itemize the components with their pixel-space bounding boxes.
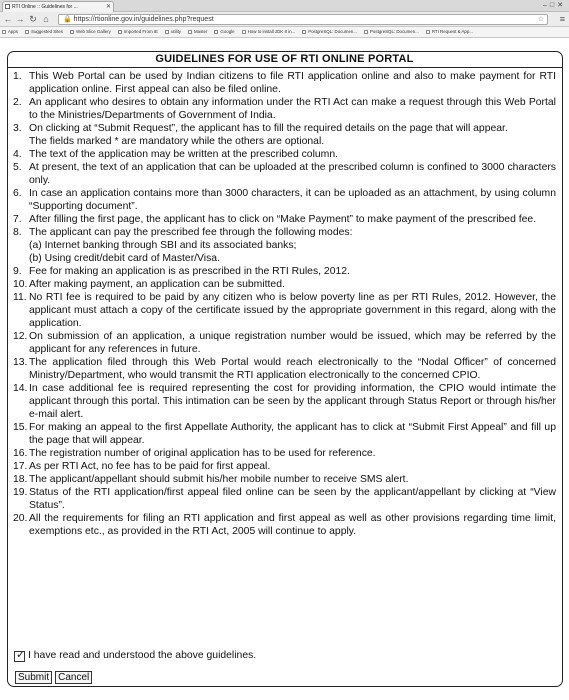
guideline-item: [13, 96, 556, 122]
checkmark-icon: ✓: [16, 648, 26, 661]
bookmark-icon: [188, 30, 192, 34]
guideline-text: In case additional fee is required representing the cost for providing information, the CPIO would intimate the applicant through this portal. This intimation can be seen by the applicant through Status Report or through his/her e-mail alert.: [29, 383, 556, 420]
guideline-item: [13, 226, 556, 265]
guideline-number: 14.: [13, 383, 28, 394]
guideline-text: On clicking at “Submit Request”, the applicant has to fill the required details on the page that will appear.: [29, 123, 508, 134]
guideline-item: [13, 265, 556, 278]
guideline-text: After making payment, an application can be submitted.: [29, 279, 285, 290]
bookmark-icon: [70, 30, 74, 34]
maximize-icon[interactable]: □: [549, 2, 558, 9]
guideline-text: The application filed through this Web Portal would reach electronically to the “Nodal Officer” of concerned Ministry/Department, who would transmit the RTI application electronically to the concerned CPIO.: [29, 357, 556, 381]
window-close-icon[interactable]: ✕: [557, 2, 566, 9]
bookmark-icon: [118, 30, 122, 34]
form-buttons: [15, 671, 92, 684]
guideline-text: In case an application contains more than 3000 characters, it can be uploaded as an attachment, by using column “Supporting document”.: [29, 188, 556, 212]
browser-tab-bar: [0, 0, 569, 12]
guideline-number: 6.: [13, 188, 22, 199]
bookmark-item[interactable]: [426, 27, 473, 37]
bookmark-label: Google: [220, 29, 235, 34]
bookmark-icon: [165, 30, 169, 34]
guideline-text: (a) Internet banking through SBI and its associated banks;: [29, 240, 297, 251]
tab-close-icon[interactable]: ✕: [105, 4, 111, 10]
guideline-number: 15.: [13, 422, 28, 433]
guideline-item: [13, 278, 556, 291]
guideline-item: [13, 421, 556, 447]
guideline-text: As per RTI Act, no fee has to be paid for first appeal.: [29, 461, 271, 472]
bookmark-item[interactable]: [242, 27, 296, 37]
bookmark-icon: [214, 30, 218, 34]
guideline-text: For making an appeal to the first Appellate Authority, the applicant has to click at “Submit First Appeal” and fill up the page that will appear.: [29, 422, 556, 446]
browser-toolbar: [0, 12, 569, 27]
bookmark-icon: [302, 30, 306, 34]
guideline-item: [13, 213, 556, 226]
bookmark-item[interactable]: [25, 27, 63, 37]
guideline-text: The applicant can pay the prescribed fee through the following modes:: [29, 227, 353, 238]
address-bar[interactable]: [58, 14, 548, 25]
guideline-text: On submission of an application, a unique registration number would be issued, which may be referred by the applicant for any references in future.: [29, 331, 556, 355]
guideline-text: (b) Using credit/debit card of Master/Visa.: [29, 253, 220, 264]
guideline-number: 9.: [13, 266, 22, 277]
guideline-number: 18.: [13, 474, 28, 485]
minimize-icon[interactable]: –: [542, 2, 550, 9]
title-divider: [8, 67, 562, 68]
guideline-text: The registration number of original application has to be used for reference.: [29, 448, 376, 459]
bookmark-item[interactable]: [165, 27, 181, 37]
guideline-text: After filling the first page, the applicant has to click on “Make Payment” to make payment of the prescribed fee.: [29, 214, 537, 225]
guideline-text: Fee for making an application is as prescribed in the RTI Rules, 2012.: [29, 266, 350, 277]
guideline-text: The fields marked * are mandatory while the others are optional.: [29, 136, 325, 147]
bookmark-icon: [25, 30, 29, 34]
guideline-item: [13, 187, 556, 213]
bookmark-item[interactable]: [2, 27, 18, 37]
guideline-number: 8.: [13, 227, 22, 238]
reload-icon[interactable]: ↻: [29, 14, 37, 24]
guideline-item: [13, 330, 556, 356]
bookmark-item[interactable]: [214, 27, 234, 37]
bookmarks-bar: [0, 27, 569, 38]
guidelines-list: [13, 70, 556, 538]
guideline-number: 3.: [13, 123, 22, 134]
browser-tab[interactable]: [2, 1, 114, 12]
bookmark-item[interactable]: [302, 27, 357, 37]
guideline-number: 1.: [13, 71, 22, 82]
guideline-item: [13, 291, 556, 330]
bookmark-item[interactable]: [188, 27, 207, 37]
guideline-number: 12.: [13, 331, 28, 342]
window-controls[interactable]: [543, 0, 566, 11]
guideline-item: [13, 473, 556, 486]
guideline-text: The text of the application may be written at the prescribed column.: [29, 149, 338, 160]
guideline-item: [13, 512, 556, 538]
guideline-number: 19.: [13, 487, 28, 498]
guideline-item: [13, 161, 556, 187]
bookmark-label: PostgreSQL: Documen...: [308, 29, 357, 34]
guideline-text: This Web Portal can be used by Indian citizens to file RTI application online and also to make payment for RTI application online. First appeal can also be filed online.: [29, 71, 556, 95]
bookmark-label: Master: [194, 29, 208, 34]
guideline-text: All the requirements for filing an RTI application and first appeal as well as other provisions regarding time limit, exemptions etc., as provided in the RTI Act, 2005 will continue to apply.: [29, 513, 556, 537]
guideline-number: 7.: [13, 214, 22, 225]
guideline-text: At present, the text of an application that can be uploaded at the prescribed column is confined to 3000 characters only.: [29, 162, 556, 186]
bookmark-icon: [242, 30, 246, 34]
guideline-number: 2.: [13, 97, 22, 108]
guideline-item: [13, 70, 556, 96]
bookmark-label: Web Slice Gallery: [76, 29, 111, 34]
bookmark-label: Suggested Sites: [31, 29, 63, 34]
page-title: GUIDELINES FOR USE OF RTI ONLINE PORTAL: [155, 53, 414, 65]
bookmark-icon: [364, 30, 368, 34]
guideline-number: 4.: [13, 149, 22, 160]
guideline-item: [13, 148, 556, 161]
address-url: https://rtionline.gov.in/guidelines.php?request: [73, 16, 214, 23]
guideline-item: [13, 460, 556, 473]
guideline-text: Status of the RTI application/first appeal filed online can be seen by the applicant/appellant by clicking at “View Status”.: [29, 487, 556, 511]
forward-icon[interactable]: →: [15, 14, 25, 24]
bookmark-label: utility: [170, 29, 181, 34]
guideline-item: [13, 122, 556, 148]
page-favicon-icon: [5, 4, 10, 9]
guideline-number: 20.: [13, 513, 28, 524]
bookmark-label: Apps: [8, 29, 19, 34]
submit-button[interactable]: Submit: [15, 671, 52, 684]
agree-label[interactable]: I have read and understood the above guidelines.: [28, 650, 257, 661]
browser-menu-icon[interactable]: ≡: [559, 14, 565, 24]
guideline-item: [13, 447, 556, 460]
home-icon[interactable]: ⌂: [43, 14, 49, 24]
guideline-item: [13, 382, 556, 421]
browser-tab-title: RTI Online :: Guidelines for ...: [12, 4, 78, 10]
agree-row: [14, 650, 256, 662]
lock-icon: 🔒: [63, 16, 72, 23]
bookmark-label: Imported From IE: [123, 29, 158, 34]
bookmark-item[interactable]: [118, 27, 158, 37]
bookmark-icon: [426, 30, 430, 34]
guideline-text: The applicant/appellant should submit his/her mobile number to receive SMS alert.: [29, 474, 409, 485]
cancel-button[interactable]: Cancel: [55, 671, 92, 684]
guideline-item: [13, 356, 556, 382]
bookmark-label: RTI Request & App...: [431, 29, 473, 34]
bookmark-icon: [2, 30, 6, 34]
bookmark-label: PostgreSQL: Documen...: [370, 29, 419, 34]
guideline-item: [13, 486, 556, 512]
guideline-text: No RTI fee is required to be paid by any citizen who is below poverty line as per RTI Rules, 2012. However, the applicant must attach a copy of the certificate issued by the appropriate government in this regard, along with the application.: [29, 292, 556, 329]
bookmark-label: How to install JDK 8 in...: [247, 29, 296, 34]
guideline-number: 16.: [13, 448, 28, 459]
guideline-number: 11.: [13, 292, 27, 303]
back-icon[interactable]: ←: [3, 14, 13, 24]
bookmark-item[interactable]: [70, 27, 111, 37]
guideline-number: 17.: [13, 461, 28, 472]
bookmark-star-icon[interactable]: ☆: [537, 16, 544, 23]
guideline-number: 10.: [13, 279, 28, 290]
agree-checkbox[interactable]: [14, 648, 26, 662]
guideline-number: 13.: [13, 357, 28, 368]
bookmark-item[interactable]: [364, 27, 419, 37]
guideline-text: An applicant who desires to obtain any information under the RTI Act can make a request through this Web Portal to the Ministries/Departments of Government of India.: [29, 97, 556, 121]
guideline-number: 5.: [13, 162, 22, 173]
